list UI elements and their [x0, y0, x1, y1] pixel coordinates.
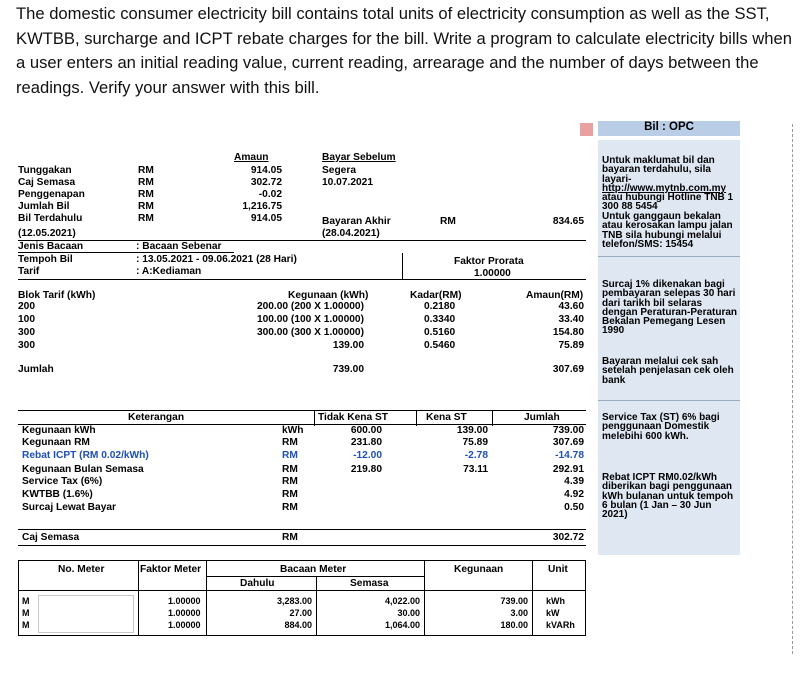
meter-row-unit: kWh [546, 596, 565, 606]
tariff-kadar: 0.2180 [424, 301, 456, 312]
tax-row-jumlah: 739.00 [552, 425, 584, 436]
summary-currency: RM [138, 177, 154, 188]
sidebar-surcaj: Surcaj 1% dikenakan bagi pembayaran selepas 30 hari dari tarikh bil selaras dengan Peraturan-Peraturan Bekalan Pemegang Lesen 1990 [602, 279, 738, 337]
redacted-meter-number [38, 595, 134, 633]
tax-row-unit: RM [282, 476, 298, 487]
tarif-label: Tarif [18, 266, 40, 277]
tax-row-unit: RM [282, 502, 298, 513]
bayar-sebelum-2: 10.07.2021 [322, 177, 373, 188]
meter-row-semasa: 4,022.00 [384, 596, 420, 606]
tax-row-label: Service Tax (6%) [22, 476, 103, 487]
tax-row-label: Kegunaan kWh [22, 425, 96, 436]
meter-header-bacaan: Bacaan Meter [280, 564, 347, 575]
tax-row-unit: RM [282, 437, 298, 448]
tax-header-tidak: Tidak Kena ST [318, 412, 389, 423]
tariff-amaun: 75.89 [558, 340, 584, 351]
tariff-blok: 300 [18, 327, 35, 338]
meter-row-kegunaan: 739.00 [500, 596, 528, 606]
amaun-header: Amaun [234, 152, 269, 163]
bayaran-akhir-value: 834.65 [552, 216, 584, 227]
meter-header-no: No. Meter [58, 564, 105, 575]
summary-label: Bil Terdahulu [18, 213, 83, 224]
bayar-sebelum-header: Bayar Sebelum [322, 152, 396, 163]
faktor-prorata-label: Faktor Prorata [454, 256, 524, 267]
caj-semasa-unit: RM [282, 532, 298, 543]
tax-row-unit: RM [282, 450, 298, 461]
caj-semasa-value: 302.72 [552, 532, 584, 543]
tariff-header-blok: Blok Tarif (kWh) [18, 290, 96, 301]
summary-currency: RM [138, 201, 154, 212]
tariff-blok: 300 [18, 340, 35, 351]
meter-row-faktor: 1.00000 [168, 596, 201, 606]
tariff-jumlah-label: Jumlah [18, 364, 54, 375]
tax-header-kena: Kena ST [426, 412, 467, 423]
caj-semasa-bottom-line [18, 545, 586, 546]
meter-row-m: M [22, 608, 30, 618]
meter-header-line [206, 576, 424, 577]
bayaran-akhir-date: (28.04.2021) [322, 228, 380, 239]
sidebar-service-tax: Service Tax (ST) 6% bagi penggunaan Domestik melebihi 600 kWh. [602, 412, 720, 442]
tariff-kadar: 0.5460 [424, 340, 456, 351]
jenis-bacaan-value: : Bacaan Sebenar [136, 241, 222, 252]
tax-top-line [18, 410, 586, 411]
meter-header-unit: Unit [548, 564, 568, 575]
bil-terdahulu-date: (12.05.2021) [18, 228, 76, 239]
tax-row-label: Kegunaan Bulan Semasa [22, 464, 144, 475]
meter-header-dahulu: Dahulu [240, 578, 275, 589]
meter-row-unit: kW [546, 608, 560, 618]
caj-semasa-top-line [18, 529, 586, 530]
tax-row-label: Surcaj Lewat Bayar [22, 502, 116, 513]
meter-row-semasa: 1,064.00 [384, 620, 420, 630]
meter-row-faktor: 1.00000 [168, 608, 201, 618]
meter-row-m: M [22, 596, 30, 606]
bayar-sebelum-1: Segera [322, 165, 356, 176]
summary-currency: RM [138, 165, 154, 176]
tariff-kegunaan: 139.00 [332, 340, 364, 351]
bayaran-akhir-label: Bayaran Akhir [322, 216, 391, 227]
caj-semasa-label: Caj Semasa [22, 532, 80, 543]
meter-row-unit: kVARh [546, 620, 575, 630]
summary-value: -0.02 [258, 189, 282, 200]
tax-row-unit: RM [282, 464, 298, 475]
meter-row-m: M [22, 620, 30, 630]
meter-row-faktor: 1.00000 [168, 620, 201, 630]
meter-vline [316, 576, 317, 636]
summary-label: Jumlah Bil [18, 201, 70, 212]
tax-row-label: Kegunaan RM [22, 437, 90, 448]
sidebar-divider [598, 400, 740, 401]
summary-label: Caj Semasa [18, 177, 76, 188]
tax-row-tidak: 600.00 [350, 425, 382, 436]
tax-header-keterangan: Keterangan [128, 412, 185, 423]
jenis-bacaan-label: Jenis Bacaan [18, 241, 84, 252]
tax-row-kena: 75.89 [462, 437, 488, 448]
question-text: The domestic consumer electricity bill contains total units of electricity consumption as well as the SST, KWTBB, surcharge and ICPT rebate charges for the bill. Write a program to calculate electricity bills when a user enters an initial reading value, current reading, arrearage and the number of days between the readings. Verify your answer with this bill. [16, 4, 792, 97]
meter-vline [424, 560, 425, 636]
tarif-value: : A:Kediaman [136, 266, 202, 277]
sidebar-fault: Untuk ganggaun bekalan atau kerosakan lampu jalan TNB sila hubungi melalui telefon/SMS: 15454 [602, 211, 733, 250]
tax-row-kena: 73.11 [463, 464, 488, 475]
tax-row-tidak: -12.00 [353, 450, 382, 461]
meter-row-dahulu: 884.00 [284, 620, 312, 630]
meter-header-faktor: Faktor Meter [140, 564, 202, 575]
sidebar-info: Untuk maklumat bil dan bayaran terdahulu, sila layari- [602, 155, 715, 185]
tax-header-jumlah: Jumlah [524, 412, 560, 423]
tariff-jumlah-kwh: 739.00 [332, 364, 364, 375]
tax-row-jumlah: 292.91 [552, 464, 584, 475]
sidebar-title: Bil : OPC [644, 121, 694, 133]
sidebar-hotline: atau hubungi Hotline TNB 1 300 88 5454 [602, 192, 734, 213]
tariff-kegunaan: 100.00 (100 X 1.00000) [256, 314, 364, 325]
meter-vline [532, 560, 533, 636]
meter-row-dahulu: 27.00 [289, 608, 312, 618]
tariff-amaun: 33.40 [558, 314, 584, 325]
tax-row-jumlah: -14.78 [555, 450, 584, 461]
sidebar-divider [598, 256, 740, 257]
sidebar-cheque: Bayaran melalui cek sah setelah penjelasan cek oleh bank [602, 356, 734, 386]
tax-row-kena: -2.78 [464, 450, 488, 461]
tariff-kadar: 0.3340 [424, 314, 456, 325]
tempoh-bil-value: : 13.05.2021 - 09.06.2021 (28 Hari) [136, 254, 297, 265]
tax-row-label: Rebat ICPT (RM 0.02/kWh) [22, 450, 149, 461]
bayaran-akhir-currency: RM [440, 216, 456, 227]
tariff-header-kegunaan: Kegunaan (kWh) [288, 290, 369, 301]
tariff-header-amaun: Amaun(RM) [526, 290, 584, 301]
tariff-header-kadar: Kadar(RM) [410, 290, 462, 301]
tariff-amaun: 43.60 [558, 301, 584, 312]
sidebar-url[interactable]: http://www.mytnb.com.my [602, 183, 727, 194]
tax-row-kena: 139.00 [456, 425, 488, 436]
tax-row-tidak: 231.80 [350, 437, 382, 448]
meter-row-kegunaan: 3.00 [510, 608, 528, 618]
summary-currency: RM [138, 213, 154, 224]
meter-header-kegunaan: Kegunaan [454, 564, 504, 575]
summary-value: 302.72 [250, 177, 282, 188]
faktor-prorata-value: 1.00000 [474, 268, 511, 279]
summary-value: 1,216.75 [242, 201, 282, 212]
summary-divider [18, 279, 586, 280]
pink-marker [580, 123, 593, 136]
summary-label: Penggenapan [18, 189, 85, 200]
tariff-kegunaan: 300.00 (300 X 1.00000) [256, 327, 364, 338]
tax-row-jumlah: 0.50 [564, 502, 584, 513]
sidebar-icpt: Rebat ICPT RM0.02/kWh diberikan bagi penggunaan kWh bulanan untuk tempoh 6 bulan (1 Jan – 30 Jun 2021) [602, 472, 734, 521]
tax-row-label: KWTBB (1.6%) [22, 489, 93, 500]
summary-divider [18, 240, 586, 241]
meter-row-kegunaan: 180.00 [500, 620, 528, 630]
tax-row-unit: RM [282, 489, 298, 500]
right-dotted-border [792, 124, 793, 654]
meter-row-semasa: 30.00 [397, 608, 420, 618]
meter-header-line [18, 590, 586, 591]
tempoh-bil-label: Tempoh Bil [18, 254, 73, 265]
tariff-amaun: 154.80 [552, 327, 584, 338]
summary-value: 914.05 [250, 165, 282, 176]
meter-row-dahulu: 3,283.00 [276, 596, 312, 606]
tariff-jumlah-amaun: 307.69 [552, 364, 584, 375]
tariff-kadar: 0.5160 [424, 327, 456, 338]
tax-row-jumlah: 307.69 [552, 437, 584, 448]
summary-vdivider [402, 253, 403, 279]
summary-value: 914.05 [250, 213, 282, 224]
tariff-blok: 100 [18, 314, 35, 325]
tariff-kegunaan: 200.00 (200 X 1.00000) [256, 301, 364, 312]
meter-header-semasa: Semasa [350, 578, 389, 589]
tariff-blok: 200 [18, 301, 35, 312]
summary-label: Tunggakan [18, 165, 72, 176]
meter-vline [138, 560, 139, 636]
summary-currency: RM [138, 189, 154, 200]
tax-row-unit: kWh [282, 425, 304, 436]
tax-row-jumlah: 4.39 [564, 476, 584, 487]
tax-row-tidak: 219.80 [350, 464, 382, 475]
meter-vline [206, 560, 207, 636]
tax-row-jumlah: 4.92 [564, 489, 584, 500]
summary-divider [18, 252, 234, 253]
